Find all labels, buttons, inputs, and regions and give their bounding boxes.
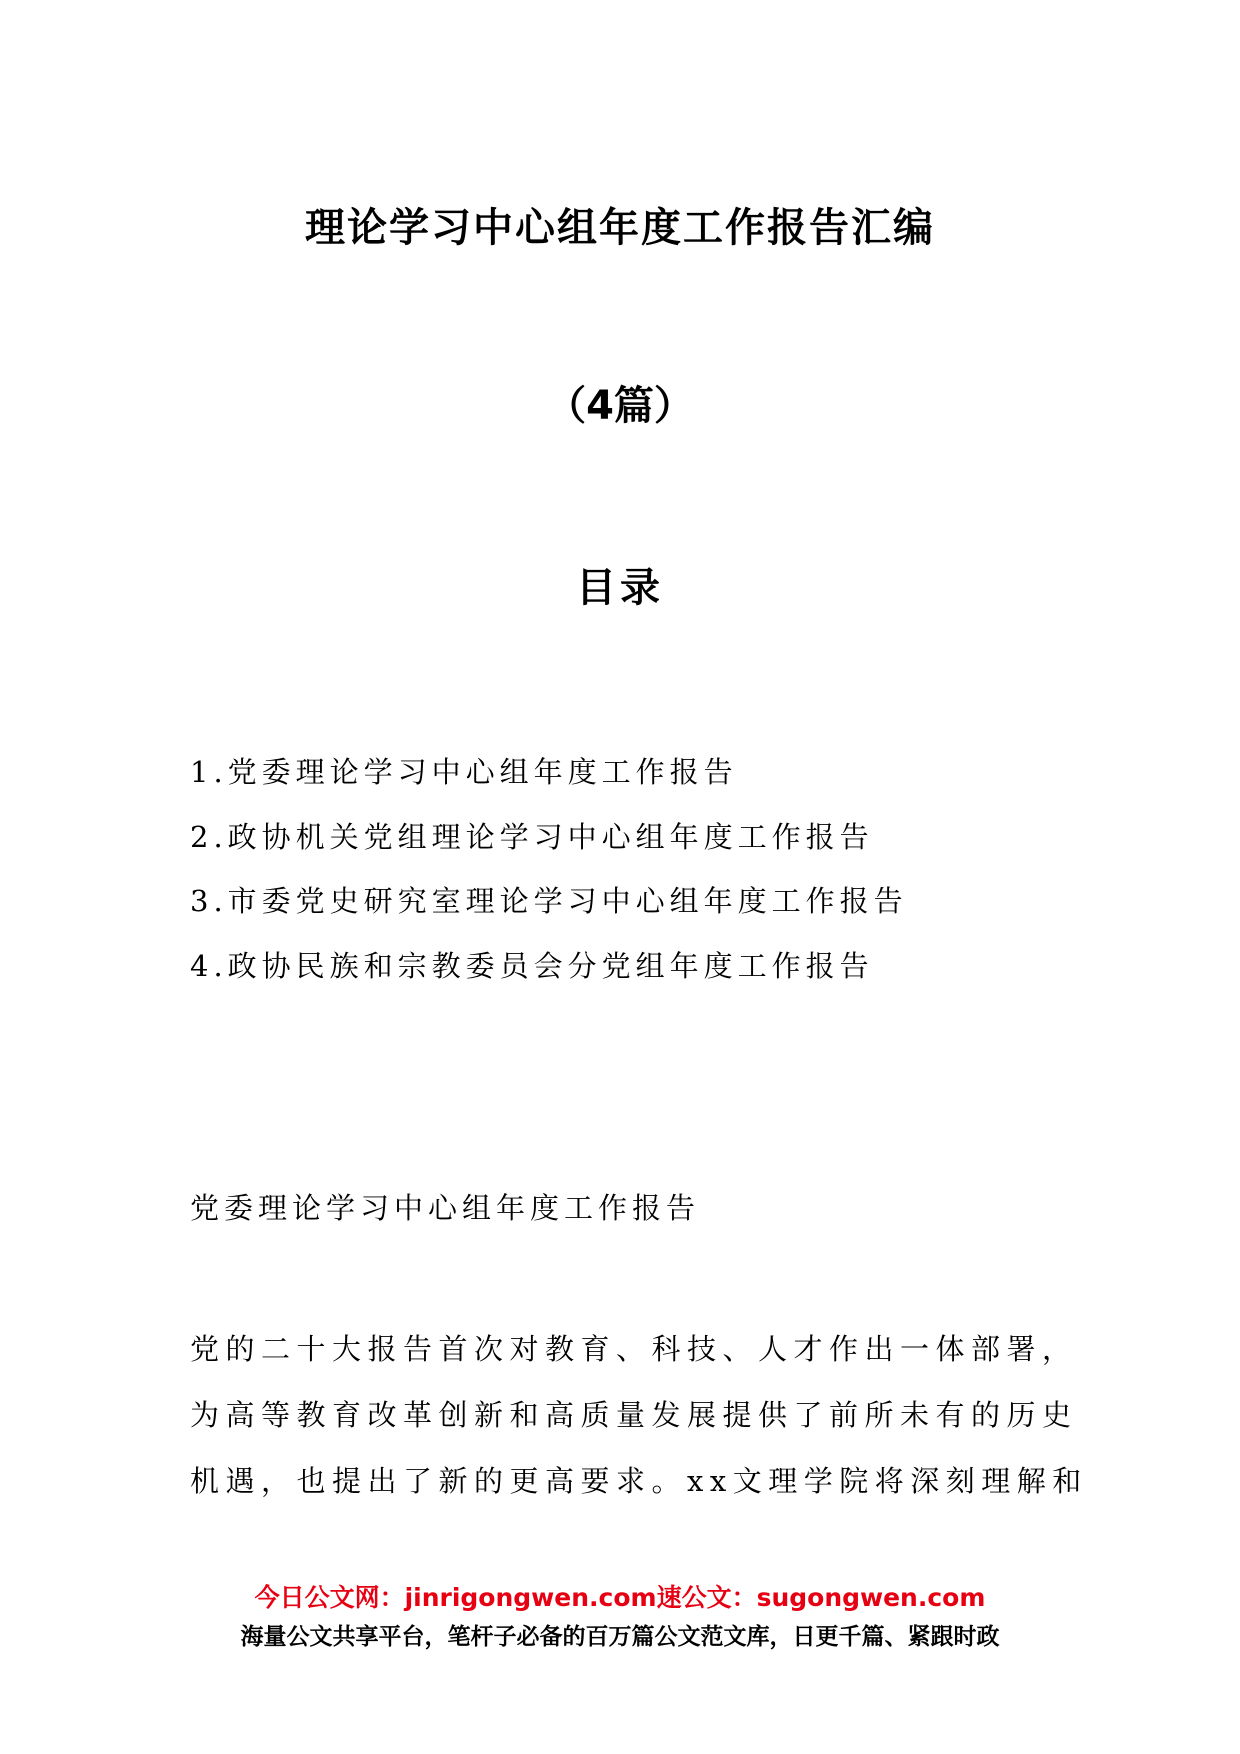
section-title: 党委理论学习中心组年度工作报告 — [190, 1191, 701, 1225]
table-of-contents — [190, 740, 908, 998]
body-line-3: 机遇，也提出了新的更高要求。xx文理学院将深刻理解和 — [190, 1464, 1088, 1498]
document-count: （4篇） — [546, 383, 694, 429]
footer-banner — [0, 1582, 1240, 1652]
footer-tagline: 海量公文共享平台，笔杆子必备的百万篇公文范文库，日更千篇、紧跟时政 — [240, 1624, 1000, 1650]
toc-item-1: 1.党委理论学习中心组年度工作报告 — [190, 755, 738, 789]
document-title: 理论学习中心组年度工作报告汇编 — [305, 205, 935, 251]
toc-item-2: 2.政协机关党组理论学习中心组年度工作报告 — [190, 819, 874, 854]
body-line-1: 党的二十大报告首次对教育、科技、人才作出一体部署， — [190, 1332, 1078, 1366]
toc-item-4: 4.政协民族和宗教委员会分党组年度工作报告 — [190, 948, 874, 983]
footer-site-links: 今日公文网：jinrigongwen.com速公文：sugongwen.com — [254, 1583, 986, 1612]
toc-heading: 目录 — [576, 565, 664, 611]
body-paragraph — [190, 1316, 1088, 1514]
body-line-2: 为高等教育改革创新和高质量发展提供了前所未有的历史 — [190, 1398, 1078, 1432]
toc-item-3: 3.市委党史研究室理论学习中心组年度工作报告 — [190, 884, 908, 918]
